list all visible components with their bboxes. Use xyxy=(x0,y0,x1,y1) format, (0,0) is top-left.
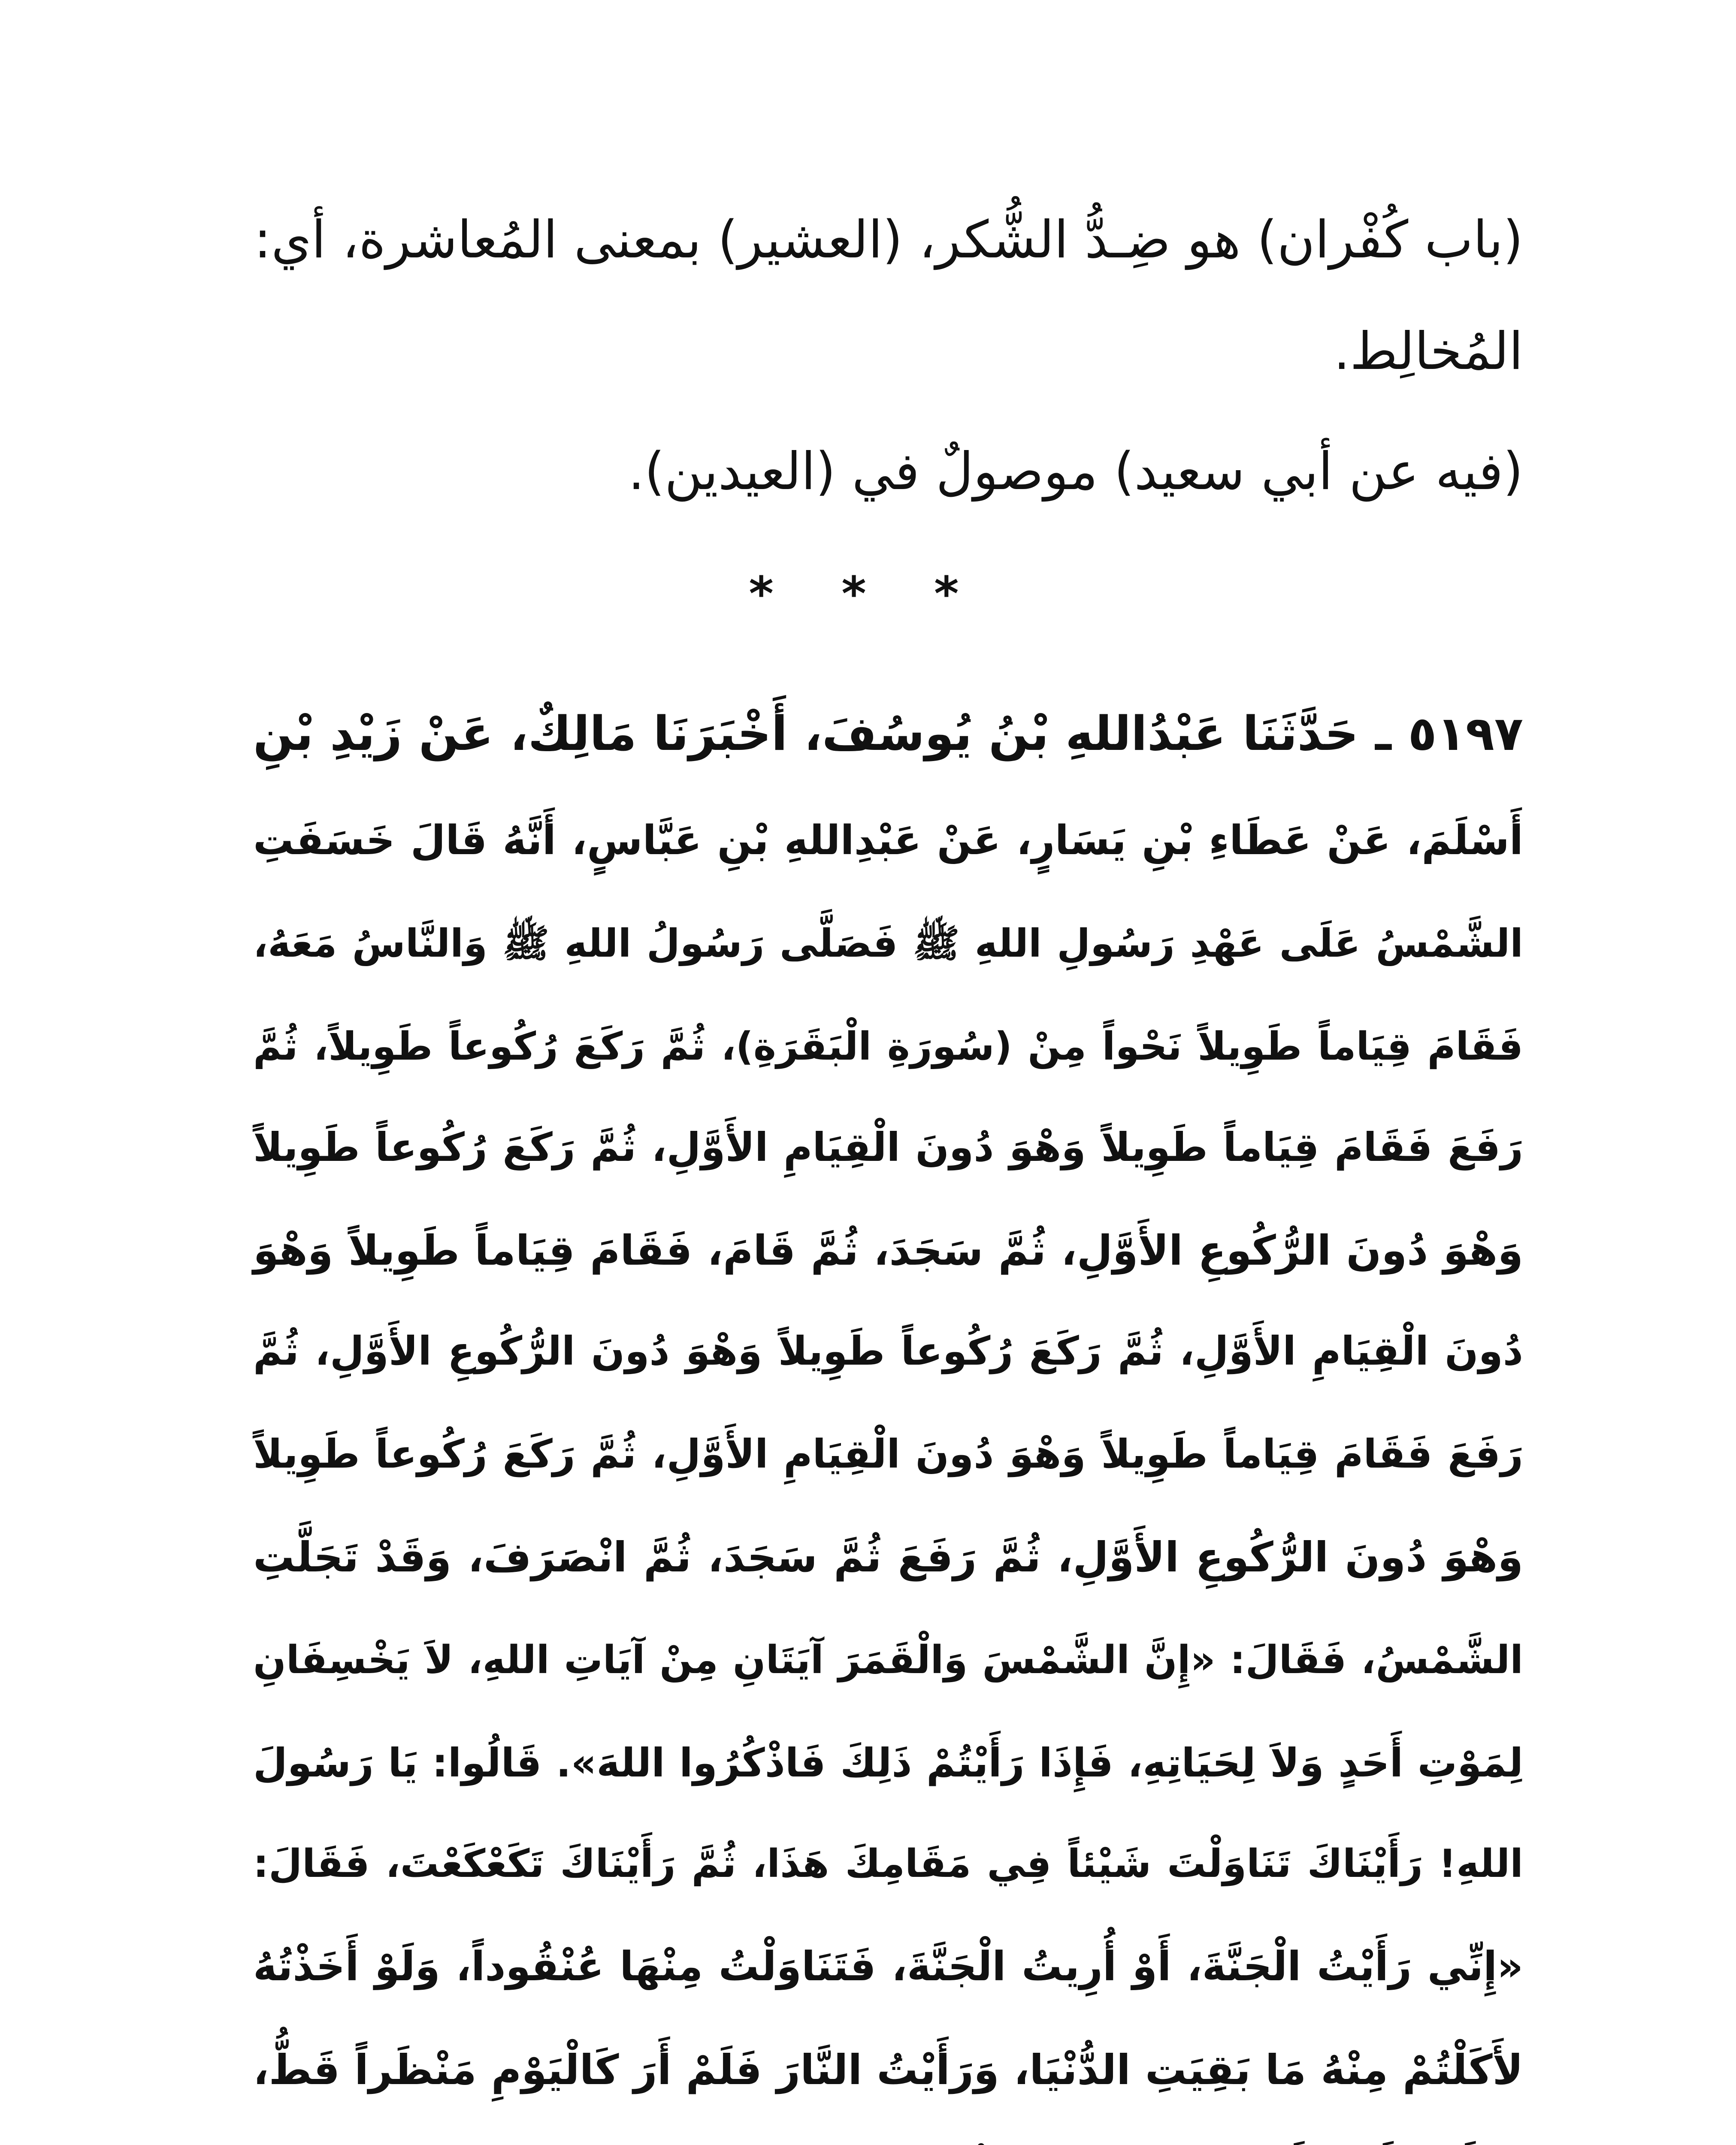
hadith-line: أَسْلَمَ، عَنْ عَطَاءِ بْنِ يَسَارٍ، عَنْ عَبْدِاللهِ بْنِ عَبَّاسٍ، أَنَّهُ قَالَ خَسَفَتِ xyxy=(253,817,1523,864)
hadith-line: وَهْوَ دُونَ الرُّكُوعِ الأَوَّلِ، ثُمَّ سَجَدَ، ثُمَّ قَامَ، فَقَامَ قِيَاماً طَوِيلاً وَهْوَ xyxy=(253,1227,1523,1275)
hadith-line: رَفَعَ فَقَامَ قِيَاماً طَوِيلاً وَهْوَ دُونَ الْقِيَامِ الأَوَّلِ، ثُمَّ رَكَعَ رُكُوعاً طَوِيلاً xyxy=(253,1124,1523,1170)
section-separator: * * * xyxy=(749,566,985,621)
hadith-line: ٥١٩٧ ـ حَدَّثَنَا عَبْدُاللهِ بْنُ يُوسُفَ، أَخْبَرَنَا مَالِكٌ، عَنْ زَيْدِ بْنِ xyxy=(253,706,1523,761)
hadith-line: لأَكَلْتُمْ مِنْهُ مَا بَقِيَتِ الدُّنْيَا، وَرَأَيْتُ النَّارَ فَلَمْ أَرَ كَالْيَوْمِ مَنْظَراً قَطُّ، xyxy=(253,2046,1523,2094)
commentary-line-3: (فيه عن أبي سعيد) موصولٌ في (العيدين). xyxy=(628,442,1523,502)
hadith-line: «إِنِّي رَأَيْتُ الْجَنَّةَ، أَوْ أُرِيتُ الْجَنَّةَ، فَتَنَاوَلْتُ مِنْهَا عُنْقُوداً، وَلَوْ أَخَذْتُهُ xyxy=(253,1943,1523,1990)
hadith-line: دُونَ الْقِيَامِ الأَوَّلِ، ثُمَّ رَكَعَ رُكُوعاً طَوِيلاً وَهْوَ دُونَ الرُّكُوعِ الأَوَّلِ، ثُمَّ xyxy=(253,1328,1523,1374)
commentary-line-2: المُخالِط. xyxy=(1334,322,1523,381)
hadith-line xyxy=(253,2134,1523,2145)
hadith-line: الشَّمْسُ عَلَى عَهْدِ رَسُولِ اللهِ ﷺ فَصَلَّى رَسُولُ اللهِ ﷺ وَالنَّاسُ مَعَهُ، xyxy=(253,921,1523,966)
hadith-line: الشَّمْسُ، فَقَالَ: «إِنَّ الشَّمْسَ وَالْقَمَرَ آيَتَانِ مِنْ آيَاتِ اللهِ، لاَ يَخْسِفَانِ xyxy=(253,1637,1523,1683)
hadith-line: وَهْوَ دُونَ الرُّكُوعِ الأَوَّلِ، ثُمَّ رَفَعَ ثُمَّ سَجَدَ، ثُمَّ انْصَرَفَ، وَقَدْ تَجَلَّتِ xyxy=(253,1533,1523,1581)
hadith-line: فَقَامَ قِيَاماً طَوِيلاً نَحْواً مِنْ (سُورَةِ الْبَقَرَةِ)، ثُمَّ رَكَعَ رُكُوعاً طَوِيلاً، ثُمَّ xyxy=(253,1024,1523,1069)
commentary-line-1: (باب كُفْران) هو ضِـدُّ الشُّكر، (العشير) بمعنى المُعاشرة، أي: xyxy=(254,210,1523,270)
hadith-line: اللهِ! رَأَيْنَاكَ تَنَاوَلْتَ شَيْئاً فِي مَقَامِكَ هَذَا، ثُمَّ رَأَيْنَاكَ تَكَعْكَعْتَ، فَقَالَ: xyxy=(253,1841,1523,1886)
hadith-line: رَفَعَ فَقَامَ قِيَاماً طَوِيلاً وَهْوَ دُونَ الْقِيَامِ الأَوَّلِ، ثُمَّ رَكَعَ رُكُوعاً طَوِيلاً xyxy=(253,1431,1523,1477)
hadith-line: لِمَوْتِ أَحَدٍ وَلاَ لِحَيَاتِهِ، فَإِذَا رَأَيْتُمْ ذَلِكَ فَاذْكُرُوا اللهَ». قَالُوا: يَا رَسُولَ xyxy=(253,1740,1523,1786)
